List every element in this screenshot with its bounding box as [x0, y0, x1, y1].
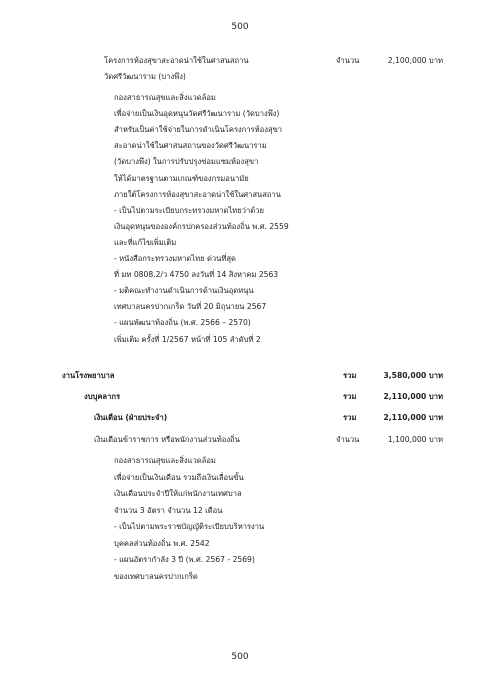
page-number-bottom: 500 [231, 652, 249, 662]
salary-desc-line: - เป็นไปตามพระราชบัญญัติระเบียบบริหารงาน [114, 522, 265, 531]
project-desc-line: สะอาดน่าใช้ในศาสนสถานของวัดศรีวัฒนาราม [114, 141, 267, 151]
summary-hospital-amount: 3,580,000 บาท [383, 371, 443, 380]
salary-amount-label: จำนวน [336, 435, 360, 444]
summary-salary-amount: 2,110,000 บาท [383, 413, 443, 422]
project-desc-line: เงินอุดหนุนขององค์กรปกครองส่วนท้องถิ่น พ.ศ. 2559 [114, 221, 289, 231]
summary-hospital-total-label: รวม [343, 371, 357, 380]
project-desc-line: ที่ มท 0808.2/ว 4750 ลงวันที่ 14 สิงหาคม 2563 [114, 270, 279, 280]
project-desc-line: เพื่อจ่ายเป็นเงินอุดหนุนวัดศรีวัฒนาราม (วัดบางพึง) [114, 109, 280, 119]
project-desc-line: (วัดบางพึง) ในการปรับปรุงซ่อมแซมห้องสุขา [114, 157, 259, 167]
project-desc-line: - หนังสือกระทรวงมหาดไทย ด่วนที่สุด [114, 254, 236, 263]
salary-desc-line: บุคคลส่วนท้องถิ่น พ.ศ. 2542 [114, 538, 210, 548]
project-desc-line: - เป็นไปตามระเบียบกระทรวงมหาดไทยว่าด้วย [114, 205, 264, 215]
salary-desc-line: ของเทศบาลนครปากเกร็ด [114, 571, 198, 581]
project-desc-line: - มติคณะทำงานดำเนินการด้านเงินอุดหนุน [114, 286, 254, 296]
project-title-line2: วัดศรีวัฒนาราม (บางพึง) [104, 72, 186, 81]
salary-title: เงินเดือนข้าราชการ หรือพนักงานส่วนท้องถิ่น [94, 435, 240, 444]
project-desc-line: ให้ได้มาตรฐานตามเกณฑ์ของกรมอนามัย [114, 173, 249, 183]
project-title-line1: โครงการห้องสุขาสะอาดน่าใช้ในศาสนสถาน [104, 56, 249, 65]
project-desc-line: กองสาธารณสุขและสิ่งแวดล้อม [114, 93, 216, 102]
summary-hospital-label: งานโรงพยาบาล [62, 371, 115, 380]
project-amount: 2,100,000 บาท [387, 56, 443, 65]
summary-salary-label: เงินเดือน (ฝ่ายประจำ) [94, 413, 168, 422]
project-amount-label: จำนวน [336, 56, 360, 65]
project-desc-line: ภายใต้โครงการห้องสุขาสะอาดน่าใช้ในศาสนสถาน [114, 189, 281, 199]
summary-personnel-total-label: รวม [343, 392, 357, 401]
project-desc-line: เพิ่มเติม ครั้งที่ 1/2567 หน้าที่ 105 ลำดับที่ 2 [114, 334, 261, 344]
project-desc-line: และที่แก้ไขเพิ่มเติม [114, 237, 177, 247]
salary-amount: 1,100,000 บาท [387, 435, 443, 444]
salary-desc-line: กองสาธารณสุขและสิ่งแวดล้อม [114, 456, 216, 465]
salary-desc-line: เพื่อจ่ายเป็นเงินเดือน รวมถึงเงินเลื่อนขั้น [114, 472, 244, 482]
project-desc-line: เทศบาลนครปากเกร็ด วันที่ 20 มิถุนายน 2567 [114, 302, 267, 312]
page-number-top: 500 [231, 22, 249, 32]
salary-desc-line: เงินเดือนประจำปีให้แก่พนักงานเทศบาล [114, 489, 242, 498]
summary-personnel-amount: 2,110,000 บาท [383, 392, 443, 401]
project-desc-line: - แผนพัฒนาท้องถิ่น (พ.ศ. 2566 – 2570) [114, 318, 251, 328]
project-desc-line: สำหรับเป็นค่าใช้จ่ายในการดำเนินโครงการห้องสุขา [114, 125, 283, 135]
summary-salary-total-label: รวม [343, 413, 357, 422]
summary-personnel-label: งบบุคลากร [84, 392, 121, 401]
salary-desc-line: - แผนอัตรากำลัง 3 ปี (พ.ศ. 2567 - 2569) [114, 555, 255, 564]
salary-desc-line: จำนวน 3 อัตรา จำนวน 12 เดือน [114, 505, 223, 515]
